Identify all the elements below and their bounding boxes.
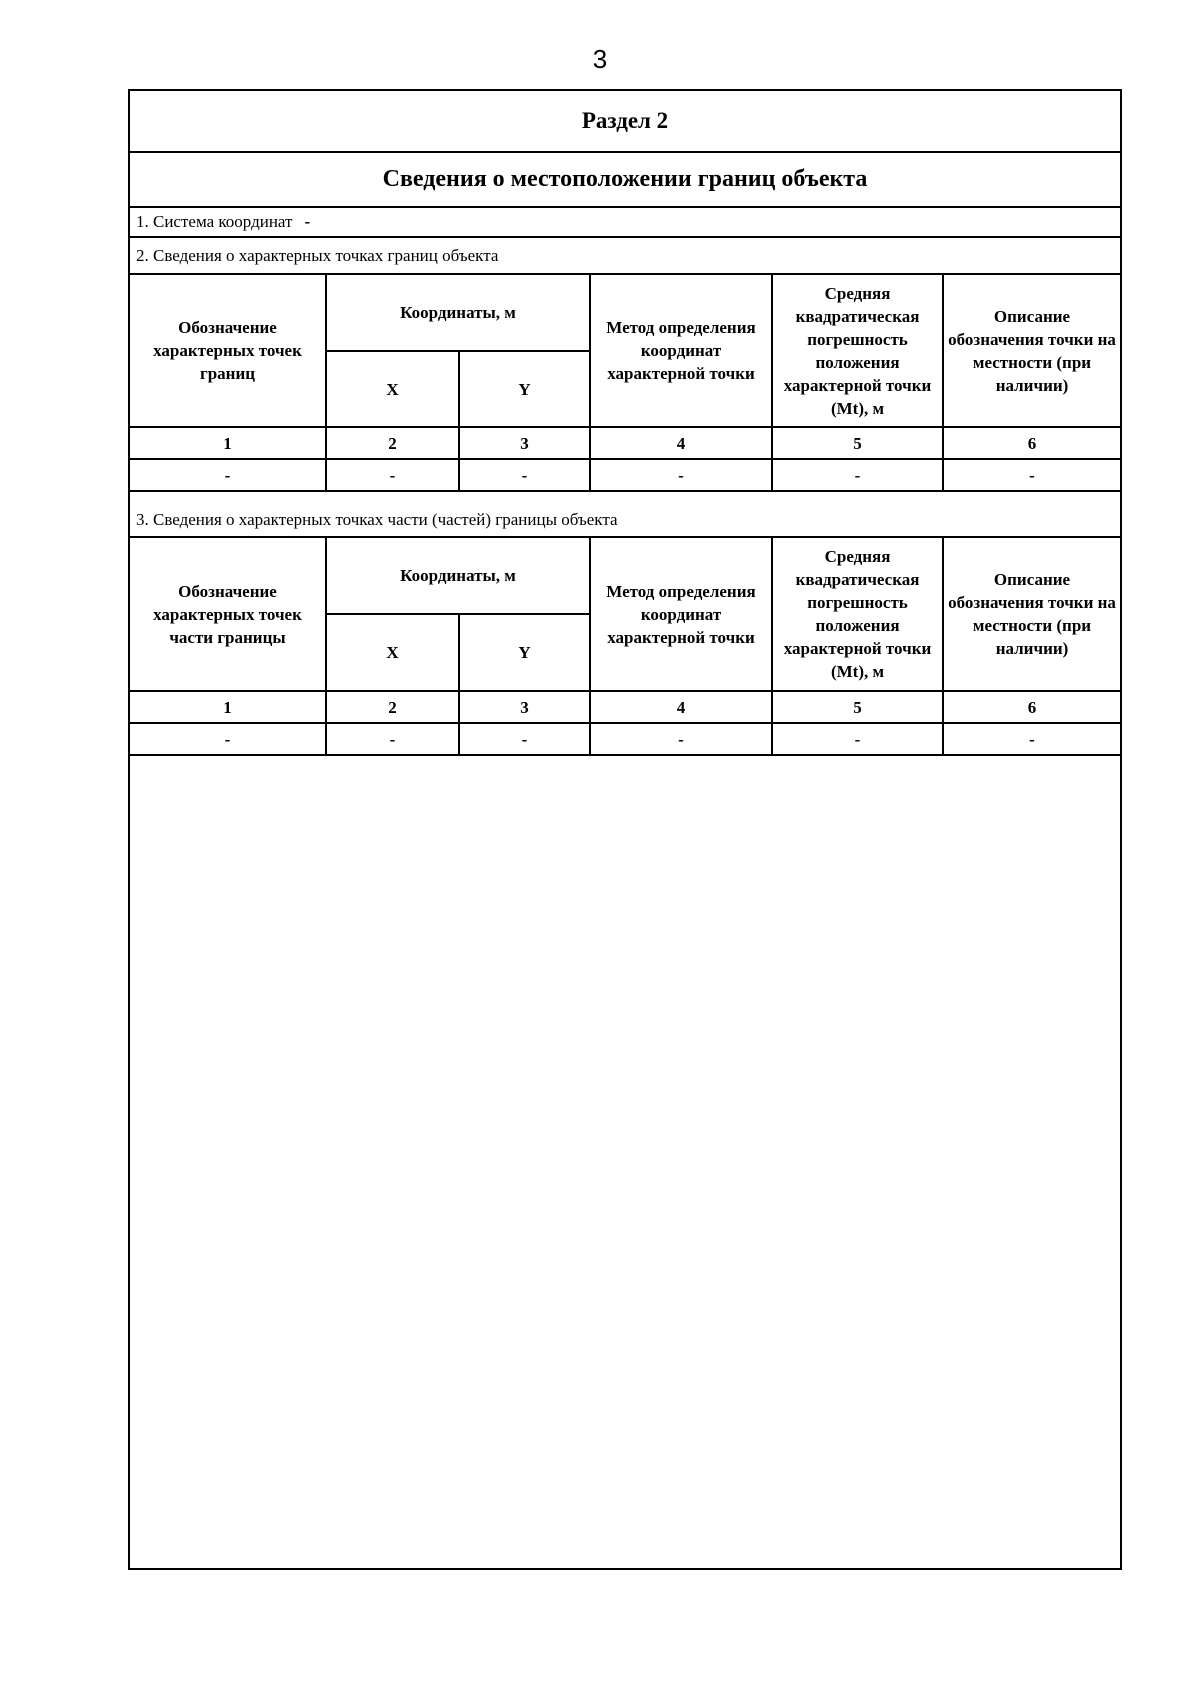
table-cell: -: [590, 723, 772, 755]
column-numbers-row: [130, 427, 1120, 459]
boundary-points-heading: 2. Сведения о характерных точках границ объекта: [136, 245, 499, 265]
column-number: 2: [326, 427, 459, 459]
col-method-header: Метод определения координат характерной точки: [590, 537, 772, 691]
column-number: 4: [590, 691, 772, 723]
coordinate-system-value: -: [304, 212, 311, 231]
column-number: 3: [459, 427, 590, 459]
column-number: 4: [590, 427, 772, 459]
table-cell: -: [772, 459, 943, 491]
column-number: 2: [326, 691, 459, 723]
part-points-heading: 3. Сведения о характерных точках части (частей) границы объекта: [136, 510, 618, 529]
col-designation-header: Обозначение характерных точек границ: [130, 274, 326, 427]
part-points-table: [130, 536, 1120, 756]
col-coordinates-header: Координаты, м: [326, 274, 590, 351]
table-cell: -: [459, 723, 590, 755]
blank-area: [134, 755, 1120, 1568]
table-cell: -: [459, 459, 590, 491]
col-x-header: X: [326, 351, 459, 427]
table-cell: -: [326, 723, 459, 755]
table-cell: -: [590, 459, 772, 491]
column-number: 3: [459, 691, 590, 723]
coordinate-system-row: [130, 208, 1120, 238]
col-y-header: Y: [459, 614, 590, 691]
section-title: Раздел 2: [130, 91, 1120, 153]
table-row: [130, 723, 1120, 755]
section-subtitle: Сведения о местоположении границ объекта: [130, 153, 1120, 208]
column-number: 1: [130, 427, 326, 459]
column-numbers-row: [130, 691, 1120, 723]
table-cell: -: [943, 459, 1120, 491]
boundary-points-heading-row: [130, 238, 1120, 273]
page-number: 3: [592, 44, 608, 74]
col-designation-header: Обозначение характерных точек части границы: [130, 537, 326, 691]
column-number: 6: [943, 691, 1120, 723]
col-description-header: Описание обозначения точки на местности (при наличии): [943, 537, 1120, 691]
part-points-heading-row: [130, 504, 1120, 536]
table-cell: -: [130, 459, 326, 491]
col-x-header: X: [326, 614, 459, 691]
table-cell: -: [772, 723, 943, 755]
col-error-header: Средняя квадратическая погрешность положения характерной точки (Mt), м: [772, 537, 943, 691]
coordinate-system-label: 1. Система координат: [136, 212, 293, 231]
table-cell: -: [943, 723, 1120, 755]
col-y-header: Y: [459, 351, 590, 427]
table-cell: -: [130, 723, 326, 755]
boundary-points-table: [130, 273, 1120, 492]
column-number: 5: [772, 427, 943, 459]
column-number: 6: [943, 427, 1120, 459]
table-row: [130, 459, 1120, 491]
form-frame: [128, 89, 1122, 1570]
col-method-header: Метод определения координат характерной точки: [590, 274, 772, 427]
table-cell: -: [326, 459, 459, 491]
column-number: 1: [130, 691, 326, 723]
col-coordinates-header: Координаты, м: [326, 537, 590, 614]
col-error-header: Средняя квадратическая погрешность положения характерной точки (Mt), м: [772, 274, 943, 427]
col-description-header: Описание обозначения точки на местности (при наличии): [943, 274, 1120, 427]
column-number: 5: [772, 691, 943, 723]
